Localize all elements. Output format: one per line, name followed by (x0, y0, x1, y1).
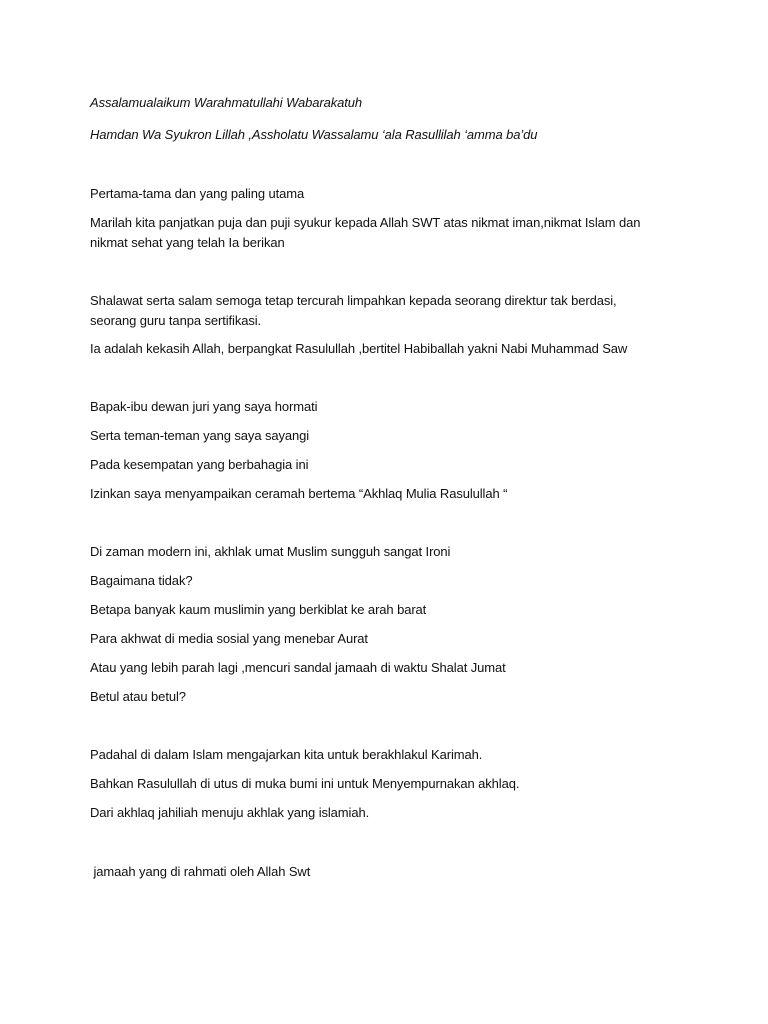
paragraph-line: Atau yang lebih parah lagi ,mencuri sandal jamaah di waktu Shalat Jumat (90, 660, 506, 675)
paragraph-line: Bahkan Rasulullah di utus di muka bumi ini untuk Menyempurnakan akhlaq. (90, 776, 520, 791)
paragraph-line: jamaah yang di rahmati oleh Allah Swt (90, 864, 311, 879)
paragraph-line: Shalawat serta salam semoga tetap tercurah limpahkan kepada seorang direktur tak berdasi, seorang guru tanpa sertifikasi. (90, 293, 617, 328)
paragraph-line: Betapa banyak kaum muslimin yang berkiblat ke arah barat (90, 602, 427, 617)
paragraph-line: Marilah kita panjatkan puja dan puji syukur kepada Allah SWT atas nikmat iman,nikmat Islam dan nikmat sehat yang telah Ia berikan (90, 215, 641, 250)
paragraph-line: Padahal di dalam Islam mengajarkan kita untuk berakhlakul Karimah. (90, 747, 483, 762)
paragraph-line: Serta teman-teman yang saya sayangi (90, 428, 310, 443)
opening-line: Hamdan Wa Syukron Lillah ,Assholatu Wassalamu ‘ala Rasullilah ‘amma ba’du (90, 127, 538, 142)
paragraph-line: Para akhwat di media sosial yang menebar Aurat (90, 631, 368, 646)
paragraph-line: Di zaman modern ini, akhlak umat Muslim sungguh sangat Ironi (90, 544, 451, 559)
paragraph-line: Izinkan saya menyampaikan ceramah bertema “Akhlaq Mulia Rasulullah “ (90, 486, 508, 501)
paragraph-line: Pada kesempatan yang berbahagia ini (90, 457, 309, 472)
paragraph-line: Bagaimana tidak? (90, 573, 193, 588)
paragraph-line: Betul atau betul? (90, 689, 186, 704)
paragraph-line: Dari akhlaq jahiliah menuju akhlak yang islamiah. (90, 805, 370, 820)
paragraph-line: Bapak-ibu dewan juri yang saya hormati (90, 399, 318, 414)
paragraph-line: Ia adalah kekasih Allah, berpangkat Rasulullah ,bertitel Habiballah yakni Nabi Muhammad Saw (90, 341, 628, 356)
greeting-line: Assalamualaikum Warahmatullahi Wabarakatuh (90, 95, 363, 110)
paragraph-line: Pertama-tama dan yang paling utama (90, 186, 305, 201)
